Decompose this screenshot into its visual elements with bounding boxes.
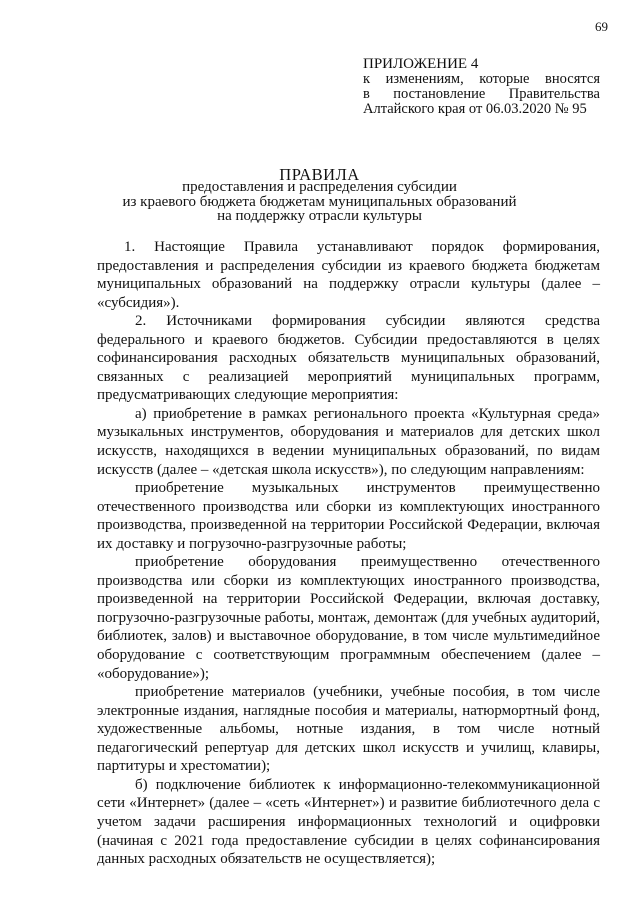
document-title: ПРАВИЛА <box>279 165 360 184</box>
appendix-block <box>363 57 600 117</box>
paragraph-a: а) приобретение в рамках регионального проекта «Культурная среда» музыкальных инструментов, оборудования и материалов для детских школ искусств, находящихся в ведении муниципальных образований, по видам искусств (далее – «детская школа искусств»), по следующим направлениям: <box>97 405 600 478</box>
paragraph-1: 1. Настоящие Правила устанавливают порядок формирования, предоставления и распределения субсидии из краевого бюджета бюджетам муниципальных образований на поддержку отрасли культуры (далее – «субсидия»). <box>97 239 600 311</box>
subtitle-line-3: на поддержку отрасли культуры <box>217 208 422 224</box>
paragraph-b: б) подключение библиотек к информационно-телекоммуникационной сети «Интернет» (далее – «сеть «Интернет») и развитие библиотечного дела с учетом задачи расширения информационных технологий и оцифровки (начиная с 2021 года предоставление субсидии в целях софинансирования данных расходных обязательств не осуществляется); <box>97 776 600 868</box>
document-subtitle <box>0 180 639 224</box>
appendix-line-1: к изменениям, которые вносятся <box>363 71 600 87</box>
appendix-line-3: Алтайского края от 06.03.2020 № 95 <box>363 101 587 117</box>
paragraph-equipment: приобретение оборудования преимущественно отечественного производства или сборки из комплектующих иностранного производства, произведенной на территории Российской Федерации, включая доставку, погрузочно-разгрузочные работы, монтаж, демонтаж (для учебных аудиторий, библиотек, залов) и выставочное оборудование, в том числе мультимедийное оборудование с соответствующим программным обеспечением (далее – «оборудование»); <box>97 554 600 682</box>
paragraph-instruments: приобретение музыкальных инструментов преимущественно отечественного производства или сборки из комплектующих иностранного производства, произведенной на территории Российской Федерации, включая их доставку и погрузочно-разгрузочные работы; <box>97 480 600 552</box>
page-number: 69 <box>595 19 608 34</box>
document-body <box>97 238 600 869</box>
subtitle-line-1: предоставления и распределения субсидии <box>182 179 457 195</box>
paragraph-2: 2. Источниками формирования субсидии являются средства федерального и краевого бюджетов. Субсидии предоставляются в целях софинансирования расходных обязательств муниципальных образований, связанных с реализацией мероприятий муниципальных программ, предусматривающих следующие мероприятия: <box>97 313 600 404</box>
subtitle-line-2: из краевого бюджета бюджетам муниципальных образований <box>122 193 517 210</box>
paragraph-materials: приобретение материалов (учебники, учебные пособия, в том числе электронные издания, наглядные пособия и материалы, натюрмортный фонд, художественные альбомы, нотные издания, в том числе нотный педагогический репертуар для детских школ искусств и училищ, клавиры, партитуры и хрестоматии); <box>97 684 600 775</box>
appendix-line-2: в постановление Правительства <box>363 86 600 102</box>
appendix-title: ПРИЛОЖЕНИЕ 4 <box>363 56 479 72</box>
